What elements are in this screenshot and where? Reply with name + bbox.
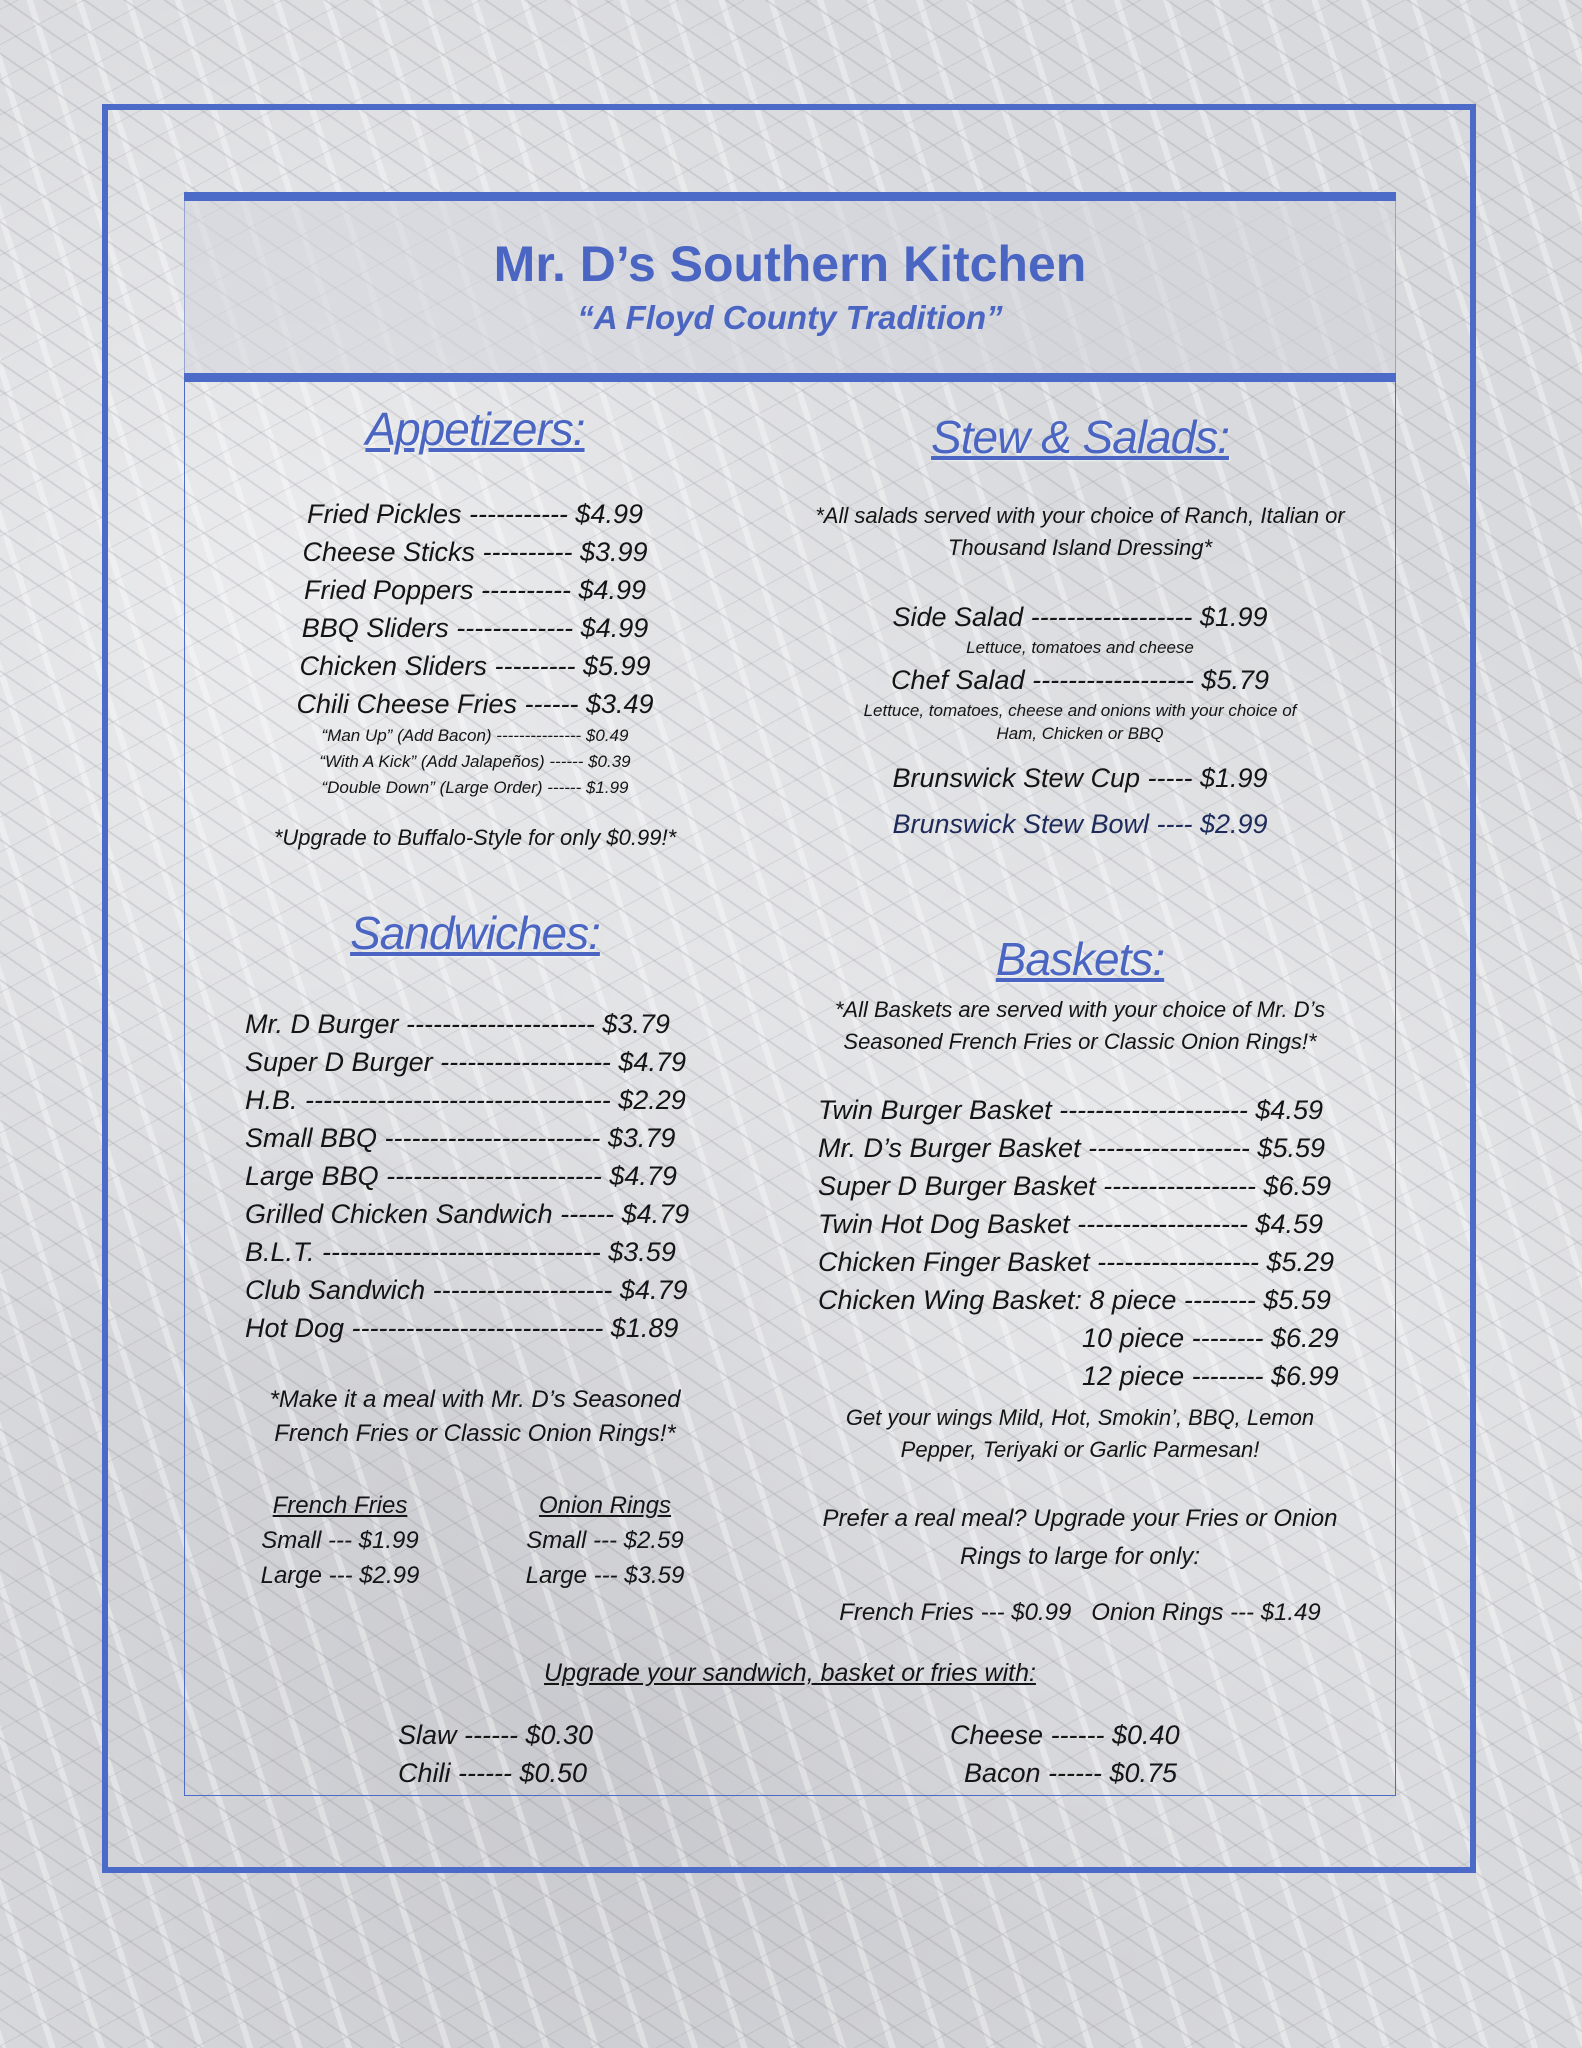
appetizer-item: Chili Cheese Fries ------ $3.49 bbox=[296, 689, 654, 719]
appetizers-list bbox=[235, 495, 715, 801]
appetizer-addon: “Man Up” (Add Bacon) --------------- $0.49 bbox=[321, 726, 629, 745]
appetizer-item: Cheese Sticks ---------- $3.99 bbox=[302, 537, 648, 567]
onion-rings-large: Large --- $3.59 bbox=[525, 1562, 685, 1589]
stew-bowl-item: Brunswick Stew Bowl ---- $2.99 bbox=[892, 809, 1268, 839]
onion-rings-prices bbox=[505, 1488, 705, 1593]
basket-item: Chicken Finger Basket ------------------ $5.29 bbox=[818, 1247, 1335, 1277]
sandwich-item: Grilled Chicken Sandwich ------ $4.79 bbox=[245, 1199, 690, 1229]
sandwich-item: B.L.T. ------------------------------- $3.59 bbox=[245, 1237, 676, 1267]
restaurant-title: Mr. D’s Southern Kitchen bbox=[493, 236, 1087, 292]
basket-item: Twin Hot Dog Basket ------------------- $4.59 bbox=[818, 1209, 1323, 1239]
appetizer-addon: “With A Kick” (Add Jalapeños) ------ $0.39 bbox=[319, 752, 631, 771]
sandwich-item: H.B. ---------------------------------- $2.29 bbox=[245, 1085, 686, 1115]
side-salad-item: Side Salad ------------------ $1.99 bbox=[892, 602, 1268, 632]
appetizer-addon: “Double Down” (Large Order) ------ $1.99 bbox=[321, 778, 629, 797]
side-salad-desc: Lettuce, tomatoes and cheese bbox=[966, 638, 1194, 657]
onion-rings-heading: Onion Rings bbox=[538, 1492, 672, 1519]
baskets-list bbox=[818, 1091, 1358, 1395]
appetizers-heading: Appetizers: bbox=[365, 403, 585, 455]
baskets-upgrade-prices: French Fries --- $0.99 Onion Rings --- $1.49 bbox=[839, 1599, 1321, 1626]
upgrades-right bbox=[950, 1716, 1230, 1792]
french-fries-small: Small --- $1.99 bbox=[261, 1527, 419, 1554]
appetizer-item: Fried Pickles ----------- $4.99 bbox=[306, 499, 643, 529]
chef-salad-desc: Lettuce, tomatoes, cheese and onions with your choice of Ham, Chicken or BBQ bbox=[863, 701, 1297, 743]
french-fries-prices bbox=[240, 1488, 440, 1593]
restaurant-subtitle: “A Floyd County Tradition” bbox=[577, 299, 1003, 336]
chili-upgrade: Chili ------ $0.50 bbox=[398, 1758, 588, 1788]
sandwiches-heading: Sandwiches: bbox=[350, 907, 600, 959]
appetizers-note: *Upgrade to Buffalo-Style for only $0.99!* bbox=[273, 825, 677, 850]
wings-12-piece: 12 piece -------- $6.99 bbox=[1082, 1361, 1339, 1391]
baskets-upgrade-note: Prefer a real meal? Upgrade your Fries or Onion Rings to large for only: bbox=[822, 1505, 1338, 1570]
basket-item: Mr. D’s Burger Basket ------------------ $5.59 bbox=[818, 1133, 1325, 1163]
sandwich-item: Super D Burger ------------------- $4.79 bbox=[245, 1047, 686, 1077]
cheese-upgrade: Cheese ------ $0.40 bbox=[950, 1720, 1180, 1750]
baskets-note: *All Baskets are served with your choice of Mr. D’s Seasoned French Fries or Classic Onion Rings!* bbox=[834, 997, 1326, 1054]
stew-salads-heading: Stew & Salads: bbox=[931, 411, 1229, 463]
french-fries-large: Large --- $2.99 bbox=[260, 1562, 420, 1589]
chef-salad-item: Chef Salad ------------------ $5.79 bbox=[891, 665, 1269, 695]
salads-note: *All salads served with your choice of Ranch, Italian or Thousand Island Dressing* bbox=[815, 503, 1345, 560]
wings-10-piece: 10 piece -------- $6.29 bbox=[1082, 1323, 1339, 1353]
sandwich-item: Large BBQ ------------------------ $4.79 bbox=[245, 1161, 677, 1191]
basket-item: Twin Burger Basket --------------------- $4.59 bbox=[818, 1095, 1323, 1125]
sandwich-item: Club Sandwich -------------------- $4.79 bbox=[245, 1275, 688, 1305]
stew-cup-item: Brunswick Stew Cup ----- $1.99 bbox=[892, 763, 1268, 793]
onion-rings-small: Small --- $2.59 bbox=[526, 1527, 684, 1554]
appetizer-item: Fried Poppers ---------- $4.99 bbox=[303, 575, 647, 605]
menu-header bbox=[184, 192, 1396, 382]
salads-list bbox=[800, 598, 1360, 843]
appetizer-item: BBQ Sliders ------------- $4.99 bbox=[301, 613, 649, 643]
sandwich-item: Small BBQ ------------------------ $3.79 bbox=[245, 1123, 676, 1153]
appetizer-item: Chicken Sliders --------- $5.99 bbox=[299, 651, 651, 681]
baskets-heading: Baskets: bbox=[995, 933, 1165, 985]
sandwiches-list bbox=[245, 1005, 715, 1347]
sandwich-item: Hot Dog ---------------------------- $1.89 bbox=[245, 1313, 679, 1343]
slaw-upgrade: Slaw ------ $0.30 bbox=[398, 1720, 594, 1750]
sandwiches-note: *Make it a meal with Mr. D’s Seasoned French Fries or Classic Onion Rings!* bbox=[269, 1386, 681, 1447]
basket-item: Chicken Wing Basket: 8 piece -------- $5.59 bbox=[818, 1285, 1331, 1315]
bacon-upgrade: Bacon ------ $0.75 bbox=[964, 1758, 1178, 1788]
french-fries-heading: French Fries bbox=[272, 1492, 408, 1519]
upgrades-left bbox=[398, 1716, 658, 1792]
basket-item: Super D Burger Basket ----------------- $6.59 bbox=[818, 1171, 1332, 1201]
upgrades-heading: Upgrade your sandwich, basket or fries with: bbox=[544, 1659, 1036, 1687]
sandwich-item: Mr. D Burger --------------------- $3.79 bbox=[245, 1009, 670, 1039]
wings-flavors-note: Get your wings Mild, Hot, Smokin’, BBQ, Lemon Pepper, Teriyaki or Garlic Parmesan! bbox=[845, 1405, 1315, 1462]
